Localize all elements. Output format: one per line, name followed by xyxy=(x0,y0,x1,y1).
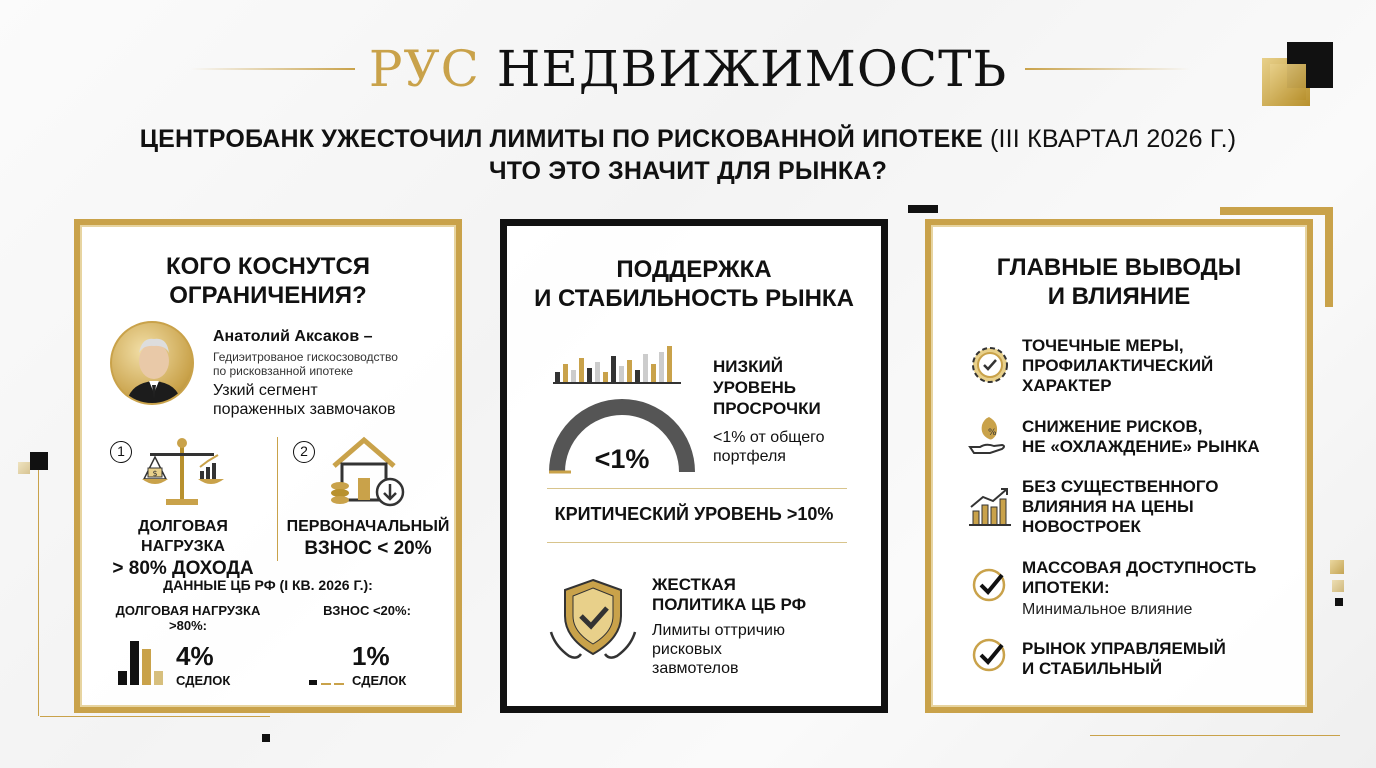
policy-title xyxy=(652,575,806,615)
decor-line xyxy=(38,470,39,716)
svg-text:$: $ xyxy=(152,469,158,478)
stability-panel xyxy=(500,219,888,713)
panel-title-line: ГЛАВНЫЕ ВЫВОДЫ xyxy=(996,254,1242,281)
decor-frame xyxy=(1220,207,1330,215)
headline-bold: ЦЕНТРОБАНК УЖЕСТОЧИЛ ЛИМИТЫ ПО РИСКОВАННОЙ ИПОТЕКЕ xyxy=(139,125,983,153)
title-line: УРОВЕНЬ xyxy=(713,378,797,397)
person-desc-line: по рисковзанной ипотеке xyxy=(213,364,354,378)
title-line: ЖЕСТКАЯ xyxy=(652,575,736,594)
stat-2-value: 1% xyxy=(352,641,390,671)
chart-bar xyxy=(571,370,576,382)
stat-bar xyxy=(321,683,331,685)
decor-line xyxy=(1090,735,1340,736)
item-line: ПРОФИЛАКТИЧЕСКИЙ xyxy=(1022,356,1214,375)
hand-percent-icon xyxy=(966,413,1012,464)
conclusion-3 xyxy=(1022,477,1219,537)
decor-black-square xyxy=(1335,598,1343,606)
chart-bar xyxy=(579,358,584,382)
stat-2-bars xyxy=(309,675,349,685)
decor-black-square xyxy=(262,734,270,742)
item-line: ИПОТЕКИ: xyxy=(1022,578,1110,597)
item-line: РЫНОК УПРАВЛЯЕМЫЙ xyxy=(1022,639,1226,658)
conclusion-4-sub: Минимальное влияние xyxy=(1022,601,1193,618)
criterion-line: ВЗНОС < 20% xyxy=(304,538,432,559)
chart-bar xyxy=(659,352,664,382)
growth-chart-icon xyxy=(967,483,1013,534)
brand-dark-text: НЕДВИЖИМОСТЬ xyxy=(496,40,1008,98)
stat-bar xyxy=(130,641,139,685)
decor-line xyxy=(40,716,270,717)
low-delinquency-sub xyxy=(713,428,825,466)
person-name: Анатолий Аксаков – xyxy=(213,328,373,345)
person-note xyxy=(213,381,396,419)
criterion-number: 2 xyxy=(293,441,315,463)
sub-line: Лимиты оттричию xyxy=(652,622,785,639)
panel-title-line: И СТАБИЛЬНОСТЬ РЫНКА xyxy=(534,285,854,312)
chart-bar xyxy=(667,346,672,382)
chart-bar xyxy=(555,372,560,382)
decor-frame xyxy=(908,205,938,213)
item-line: И СТАБИЛЬНЫЙ xyxy=(1022,659,1163,678)
criterion-number: 1 xyxy=(110,441,132,463)
person-desc-line: Гедиэитрованое гискосзоводство xyxy=(213,350,398,364)
chart-bar xyxy=(651,364,656,382)
item-line: ТОЧЕЧНЫЕ МЕРЫ, xyxy=(1022,336,1184,355)
criterion-line: > 80% ДОХОДА xyxy=(112,558,254,579)
headline-line1 xyxy=(0,125,1376,154)
low-delinquency-title xyxy=(713,356,821,419)
decor-gold-square xyxy=(1330,560,1344,574)
headline-line2: ЧТО ЭТО ЗНАЧИТ ДЛЯ РЫНКА? xyxy=(488,157,888,185)
person-desc xyxy=(213,350,398,378)
person-note-line: пораженных завмочаков xyxy=(213,401,396,418)
checkmark-circle-icon xyxy=(969,635,1009,680)
panel-title-line: И ВЛИЯНИЕ xyxy=(1047,283,1191,310)
item-line: ХАРАКТЕР xyxy=(1022,376,1112,395)
stat-1-label xyxy=(106,603,270,633)
policy-sub xyxy=(652,621,785,678)
shield-check-icon xyxy=(547,574,639,671)
item-line: СНИЖЕНИЕ РИСКОВ, xyxy=(1022,417,1203,436)
decor-frame xyxy=(1325,207,1333,307)
chart-bar xyxy=(619,366,624,382)
divider xyxy=(547,542,847,543)
panel-title-line: ОГРАНИЧЕНИЯ? xyxy=(169,282,367,309)
stat-bar xyxy=(309,680,317,685)
checkmark-circle-icon xyxy=(969,565,1009,610)
sub-line: портфеля xyxy=(713,448,786,465)
decor-gold-square xyxy=(1332,580,1344,592)
conclusion-5 xyxy=(1022,639,1226,679)
stat-1-value: 4% xyxy=(176,641,214,671)
panel-title-line: КОГО КОСНУТСЯ xyxy=(165,253,371,280)
stat-bar xyxy=(118,671,127,685)
criterion-1-label xyxy=(94,517,272,580)
conclusion-1 xyxy=(1022,336,1213,396)
item-line: НЕ «ОХЛАЖДЕНИЕ» РЫНКА xyxy=(1022,437,1260,456)
delinquency-gauge xyxy=(547,396,697,476)
decor-black-square xyxy=(30,452,48,470)
gear-check-icon xyxy=(966,341,1014,394)
stat-1-bars xyxy=(118,635,164,685)
stat-2-unit: СДЕЛОК xyxy=(352,673,407,688)
chart-bar xyxy=(635,370,640,382)
conclusions-panel xyxy=(925,219,1313,713)
chart-bar xyxy=(595,362,600,382)
stat-bar xyxy=(154,671,163,685)
chart-bar xyxy=(643,354,648,382)
divider xyxy=(277,437,278,561)
brand-logo xyxy=(0,40,1376,98)
svg-text:%: % xyxy=(988,428,997,438)
brand-gold-text: РУС xyxy=(368,40,480,98)
stat-label-line: >80%: xyxy=(169,618,207,633)
sub-line: завмотелов xyxy=(652,660,739,677)
item-line: БЕЗ СУЩЕСТВЕННОГО xyxy=(1022,477,1219,496)
critical-level: КРИТИЧЕСКИЙ УРОВЕНЬ >10% xyxy=(554,504,834,524)
divider xyxy=(547,488,847,489)
panel-title xyxy=(80,252,456,310)
chart-bar xyxy=(603,372,608,382)
chart-bar xyxy=(611,356,616,382)
avatar xyxy=(110,321,194,405)
panel-title xyxy=(507,255,881,313)
criterion-line: ПЕРВОНАЧАЛЬНЫЙ xyxy=(286,518,450,535)
decor-gold-square xyxy=(18,462,30,474)
stat-bar xyxy=(142,649,151,685)
conclusion-4 xyxy=(1022,558,1256,598)
stat-label-line: ДОЛГОВАЯ НАГРУЗКА xyxy=(115,603,261,618)
stat-2-label: ВЗНОС <20%: xyxy=(323,603,411,618)
person-note-line: Узкий сегмент xyxy=(213,382,318,399)
stat-1-unit: СДЕЛОК xyxy=(176,673,231,688)
delinquency-bars-icon xyxy=(553,344,681,384)
restrictions-panel xyxy=(74,219,462,713)
gauge-value: <1% xyxy=(594,444,650,474)
stat-bar xyxy=(334,683,344,685)
item-line: НОВОСТРОЕК xyxy=(1022,517,1141,536)
chart-bar xyxy=(627,360,632,382)
item-line: МАССОВАЯ ДОСТУПНОСТЬ xyxy=(1022,558,1257,577)
title-line: НИЗКИЙ xyxy=(713,357,783,376)
headline-light: (III КВАРТАЛ 2026 Г.) xyxy=(989,125,1237,153)
chart-bar xyxy=(587,368,592,382)
person-portrait-icon xyxy=(112,323,194,405)
chart-bar xyxy=(563,364,568,382)
criterion-2-label xyxy=(280,517,456,560)
conclusion-2 xyxy=(1022,417,1260,457)
panel-title xyxy=(931,253,1307,311)
panel-title-line: ПОДДЕРЖКА xyxy=(616,256,772,283)
criterion-line: ДОЛГОВАЯ НАГРУЗКА xyxy=(138,518,228,555)
scales-icon xyxy=(140,435,226,514)
title-line: ПРОСРОЧКИ xyxy=(713,399,821,418)
data-title: ДАННЫЕ ЦБ РФ (I КВ. 2026 Г.): xyxy=(163,577,373,593)
item-line: ВЛИЯНИЯ НА ЦЕНЫ xyxy=(1022,497,1194,516)
title-line: ПОЛИТИКА ЦБ РФ xyxy=(652,595,807,614)
sub-line: <1% от общего xyxy=(713,429,825,446)
house-icon xyxy=(328,432,410,515)
sub-line: рисковых xyxy=(652,641,722,658)
